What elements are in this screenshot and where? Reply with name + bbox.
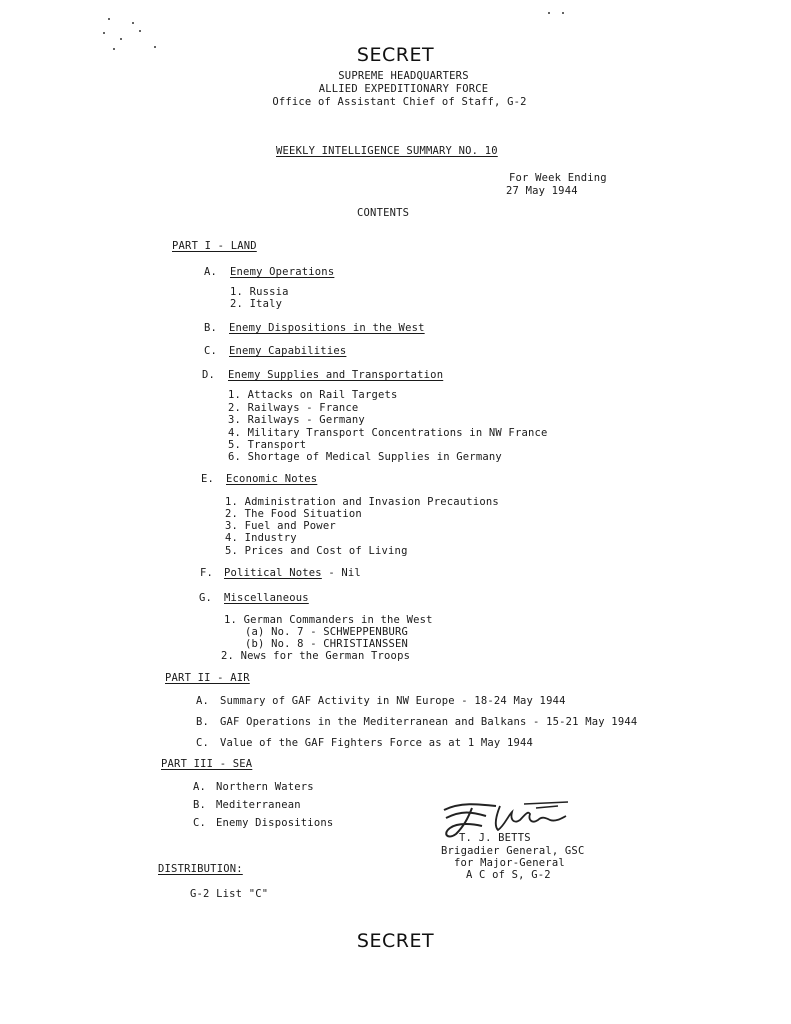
section-title: Enemy Dispositions in the West — [229, 322, 425, 334]
section-title: Enemy Dispositions — [216, 817, 334, 829]
scan-speck — [108, 18, 110, 20]
list-item: 1. German Commanders in the West — [224, 614, 433, 626]
section-letter: F. — [200, 567, 214, 579]
part-2-heading: PART II - AIR — [165, 672, 250, 684]
list-item: 6. Shortage of Medical Supplies in Germany — [228, 451, 502, 463]
list-item: 2. Italy — [230, 298, 283, 310]
list-item: 2. The Food Situation — [225, 508, 362, 520]
part-3-heading: PART III - SEA — [161, 758, 253, 770]
list-item: 2. News for the German Troops — [221, 650, 411, 662]
section-title: Enemy Operations — [230, 266, 335, 278]
section-title: Value of the GAF Fighters Force as at 1 May 1944 — [220, 737, 534, 749]
section-title: Enemy Capabilities — [229, 345, 347, 357]
contents-heading: CONTENTS — [357, 207, 410, 219]
document-title: WEEKLY INTELLIGENCE SUMMARY NO. 10 — [276, 145, 498, 157]
section-letter: A. — [193, 781, 207, 793]
scan-speck — [562, 12, 564, 14]
classification-top: SECRET — [356, 44, 435, 66]
section-letter: A. — [204, 266, 218, 278]
distribution-heading: DISTRIBUTION: — [158, 863, 243, 875]
sub-item: (a) No. 7 - SCHWEPPENBURG — [245, 626, 409, 638]
org-line-3: Office of Assistant Chief of Staff, G-2 — [272, 96, 527, 108]
week-label: For Week Ending — [509, 172, 607, 184]
list-item: 1. Russia — [230, 286, 289, 298]
section-title: Northern Waters — [216, 781, 314, 793]
signatory-rank: Brigadier General, GSC — [441, 845, 585, 857]
section-title: Economic Notes — [226, 473, 318, 485]
list-item: 1. Administration and Invasion Precautions — [225, 496, 499, 508]
section-letter: B. — [196, 716, 210, 728]
sub-item: (b) No. 8 - CHRISTIANSSEN — [245, 638, 409, 650]
list-item: 4. Military Transport Concentrations in NW France — [228, 427, 548, 439]
section-title: Summary of GAF Activity in NW Europe - 18-24 May 1944 — [220, 695, 566, 707]
section-title: GAF Operations in the Mediterranean and Balkans - 15-21 May 1944 — [220, 716, 638, 728]
scan-speck — [548, 12, 550, 14]
section-letter: E. — [201, 473, 215, 485]
scan-speck — [132, 22, 134, 24]
section-letter: C. — [193, 817, 207, 829]
section-letter: C. — [204, 345, 218, 357]
list-item: 3. Railways - Germany — [228, 414, 365, 426]
section-title: Enemy Supplies and Transportation — [228, 369, 444, 381]
section-title: Political Notes — [224, 567, 322, 579]
part-1-heading: PART I - LAND — [172, 240, 257, 252]
distribution-list: G-2 List "C" — [190, 888, 269, 900]
section-letter: B. — [204, 322, 218, 334]
section-letter: B. — [193, 799, 207, 811]
section-title: Miscellaneous — [224, 592, 309, 604]
scan-speck — [103, 32, 105, 34]
org-line-2: ALLIED EXPEDITIONARY FORCE — [318, 83, 489, 95]
signatory-office: A C of S, G-2 — [466, 869, 551, 881]
section-letter: A. — [196, 695, 210, 707]
section-title: Mediterranean — [216, 799, 301, 811]
signatory-name: T. J. BETTS — [459, 832, 531, 844]
org-line-1: SUPREME HEADQUARTERS — [338, 70, 469, 82]
list-item: 4. Industry — [225, 532, 297, 544]
scan-speck — [120, 38, 122, 40]
section-letter: G. — [199, 592, 213, 604]
signatory-for: for Major-General — [454, 857, 565, 869]
week-date: 27 May 1944 — [506, 185, 578, 197]
section-letter: C. — [196, 737, 210, 749]
section-letter: D. — [202, 369, 216, 381]
list-item: 5. Transport — [228, 439, 307, 451]
classification-bottom: SECRET — [356, 930, 435, 952]
scan-speck — [139, 30, 141, 32]
list-item: 2. Railways - France — [228, 402, 359, 414]
list-item: 3. Fuel and Power — [225, 520, 336, 532]
list-item: 1. Attacks on Rail Targets — [228, 389, 398, 401]
list-item: 5. Prices and Cost of Living — [225, 545, 408, 557]
section-f-line — [224, 567, 361, 579]
section-suffix: - Nil — [321, 567, 361, 579]
